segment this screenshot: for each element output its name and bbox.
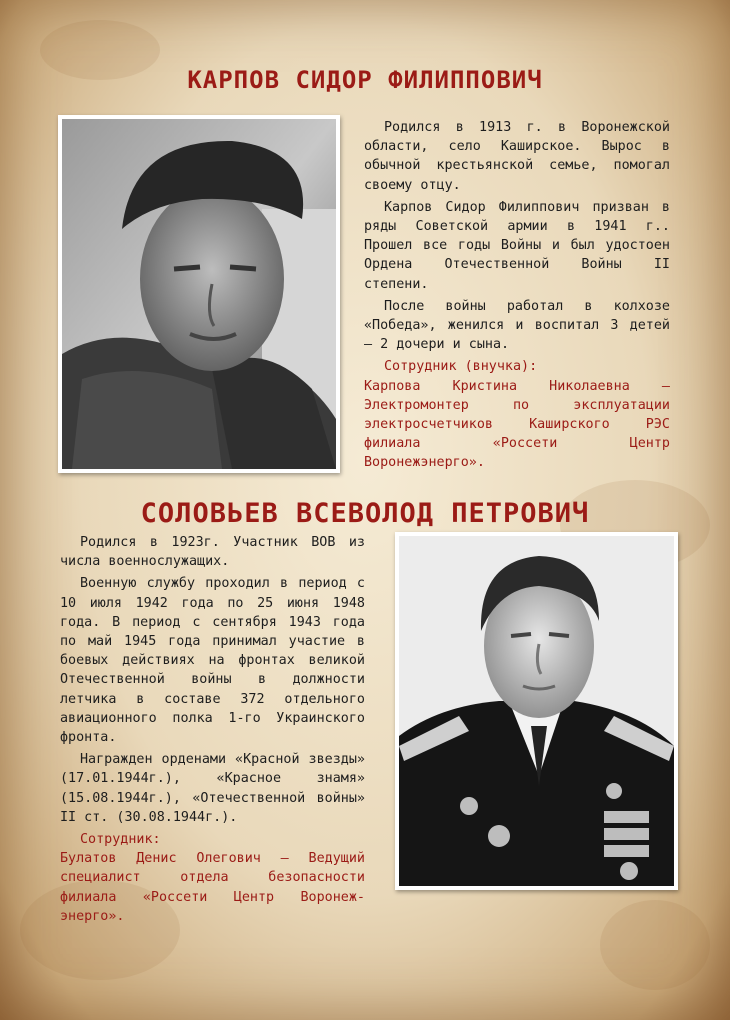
person2-paragraph-3: Награжден орденами «Красной звезды» (17.01.1944г.), «Красное знамя» (15.08.1944г.), «Отечественной войны» II ст. (30.08.1944г.). bbox=[60, 752, 365, 825]
person2-name: СОЛОВЬЕВ ВСЕВОЛОД ПЕТРОВИЧ bbox=[140, 498, 590, 529]
person1-paragraph-1: Родился в 1913 г. в Воронежской области, село Каширское. Вырос в обычной крестьянской семье, помогал своему отцу. bbox=[364, 120, 670, 193]
person1-paragraph-3: После войны работал в колхозе «Победа», женился и воспитал 3 детей – 2 дочери и сына. bbox=[364, 298, 670, 353]
person2-paragraph-1: Родился в 1923г. Участник ВОВ из числа военнослужащих. bbox=[60, 535, 365, 570]
person2-photo bbox=[395, 532, 678, 890]
person2-biography bbox=[60, 533, 365, 926]
person1-employee-text: Карпова Кристина Николаевна – Электромонтер по эксплуатации электросчетчиков Каширского РЭС филиала «Россети Центр Воронежэнерго». bbox=[364, 378, 670, 471]
person1-photo bbox=[58, 115, 340, 473]
person2-employee-text: Булатов Денис Олегович – Ведущий специалист отдела безопасности филиала «Россети Центр Воронеж-энерго». bbox=[60, 851, 365, 924]
person1-name: КАРПОВ СИДОР ФИЛИППОВИЧ bbox=[187, 66, 543, 94]
person1-biography bbox=[364, 118, 670, 473]
person1-employee-label: Сотрудник (внучка): bbox=[384, 359, 538, 375]
person1-paragraph-2: Карпов Сидор Филиппович призван в ряды Советской армии в 1941 г.. Прошел все годы Войны и был удостоен Ордена Отечественной Войны II степени. bbox=[364, 199, 670, 292]
person2-paragraph-2: Военную службу проходил в период с 10 июля 1942 года по 25 июня 1948 года. В период с сентября 1943 года по май 1945 года принимал участие в боевых действиях на фронтах великой Отечественной войны в должности летчика в составе 372 отдельного авиационного полка 1-го Украинского фронта. bbox=[60, 576, 365, 746]
person2-portrait-image bbox=[399, 536, 674, 886]
person1-portrait-image bbox=[62, 119, 336, 469]
person2-employee-label: Сотрудник: bbox=[80, 832, 161, 848]
